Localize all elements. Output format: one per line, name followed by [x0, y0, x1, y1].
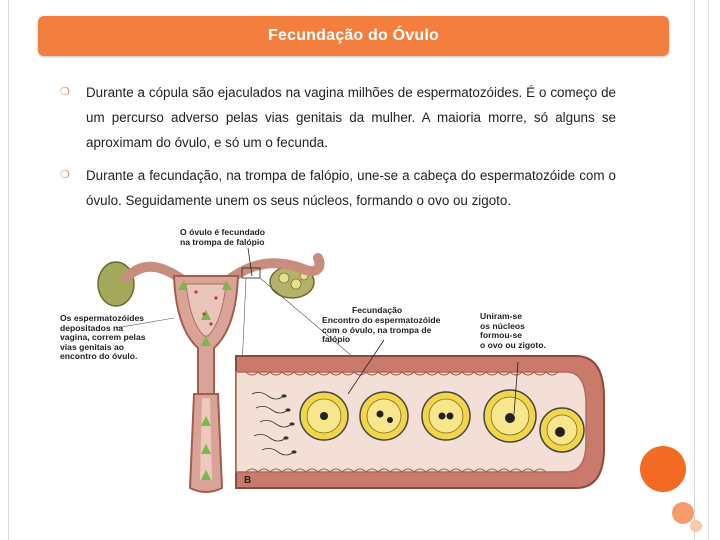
label-nucleos: Uniram-se os núcleos formou-se o ovo ou zigoto.: [480, 311, 546, 350]
label-ovulo-fecundado: O óvulo é fecundado na trompa de falópio: [180, 227, 265, 247]
bullet-icon: ❍: [60, 169, 70, 181]
label-espermatozoides: Os espermatozóides depositados na vagina, correm pelas vias genitais ao encontro do óvulo.: [60, 313, 146, 362]
slide-frame-right-outer: [708, 0, 709, 540]
bullet-text-1: Durante a cópula são ejaculados na vagina milhões de espermatozóides. É o começo de um percurso adverso pelas vias genitais da mulher. A maioria morre, só alguns se aproximam do óvulo, e só um o fecunda.: [86, 85, 616, 150]
fallopian-tube-section: [236, 340, 604, 488]
reproductive-system-diagram: [56, 218, 616, 510]
label-fecundacao-body: Encontro do espermatozóide com o óvulo, na trompa de falópio: [322, 315, 441, 345]
label-b: B: [244, 475, 252, 486]
decorative-circle-small: [690, 520, 702, 532]
label-fecundacao-title: Fecundação: [352, 305, 403, 315]
decorative-circle-medium: [672, 502, 694, 524]
slide-frame-right: [694, 0, 695, 540]
left-ovary: [98, 262, 134, 306]
bullet-text-2: Durante a fecundação, na trompa de falópio, une-se a cabeça do espermatozóide com o óvulo. Seguidamente unem os seus núcleos, formando o ovo ou zigoto.: [86, 168, 616, 208]
slide-frame-left: [8, 0, 9, 540]
title-bar: [38, 16, 669, 56]
slide-title: Fecundação do Óvulo: [268, 27, 439, 44]
bullet-icon: ❍: [60, 86, 70, 98]
fertilization-illustration: [56, 218, 616, 510]
decorative-circle-large: [640, 446, 686, 492]
